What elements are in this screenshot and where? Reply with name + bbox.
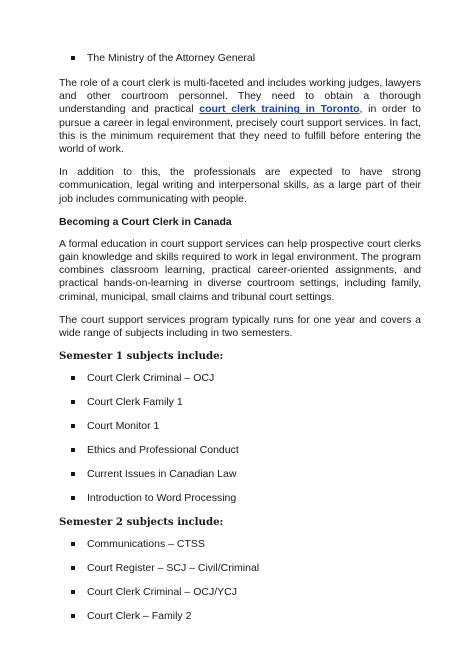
list-item: Court Register – SCJ – Civil/Criminal	[59, 562, 421, 575]
paragraph-text: , in order to pursue a career in legal environment, precisely court support services. In fact, this is the minimum requirement that they need to fulfill before entering the world of work.	[59, 103, 421, 156]
list-item: Court Clerk Criminal – OCJ	[59, 372, 421, 385]
paragraph-education: A formal education in court support services can help prospective court clerks gain knowledge and skills required to work in legal environment. The program combines classroom learning, practical career-oriented assignments, and practical hands-on-learning in diverse courtroom settings, including family, criminal, municipal, small claims and tribunal court settings.	[59, 237, 421, 303]
paragraph-role	[59, 77, 421, 156]
semester2-heading: Semester 2 subjects include:	[59, 516, 224, 529]
section-heading-canada: Becoming a Court Clerk in Canada	[59, 215, 232, 228]
court-clerk-training-link[interactable]: court clerk training in Toronto	[199, 103, 360, 116]
list-item: Court Clerk Family 1	[59, 396, 421, 409]
list-item: Current Issues in Canadian Law	[59, 468, 421, 481]
list-item: Ethics and Professional Conduct	[59, 444, 421, 457]
semester1-list	[59, 372, 421, 505]
semester1-heading: Semester 1 subjects include:	[59, 350, 224, 363]
list-item: Court Clerk – Family 2	[59, 610, 421, 623]
paragraph-text: The role of a court clerk is multi-faceted and includes working judges, lawyers and other courtroom personnel. They need to obtain a thorough understanding and practical	[59, 77, 421, 116]
list-item: Introduction to Word Processing	[59, 492, 421, 505]
paragraph-skills: In addition to this, the professionals are expected to have strong communication, legal writing and interpersonal skills, as a large part of their job includes communicating with people.	[59, 166, 421, 205]
intro-bullet-list	[59, 52, 421, 65]
list-item: Communications – CTSS	[59, 538, 421, 551]
semester2-list	[59, 538, 421, 623]
list-item: Court Clerk Criminal – OCJ/YCJ	[59, 586, 421, 599]
list-item: The Ministry of the Attorney General	[59, 52, 421, 65]
list-item: Court Monitor 1	[59, 420, 421, 433]
paragraph-program: The court support services program typically runs for one year and covers a wide range of subjects including in two semesters.	[59, 313, 421, 340]
